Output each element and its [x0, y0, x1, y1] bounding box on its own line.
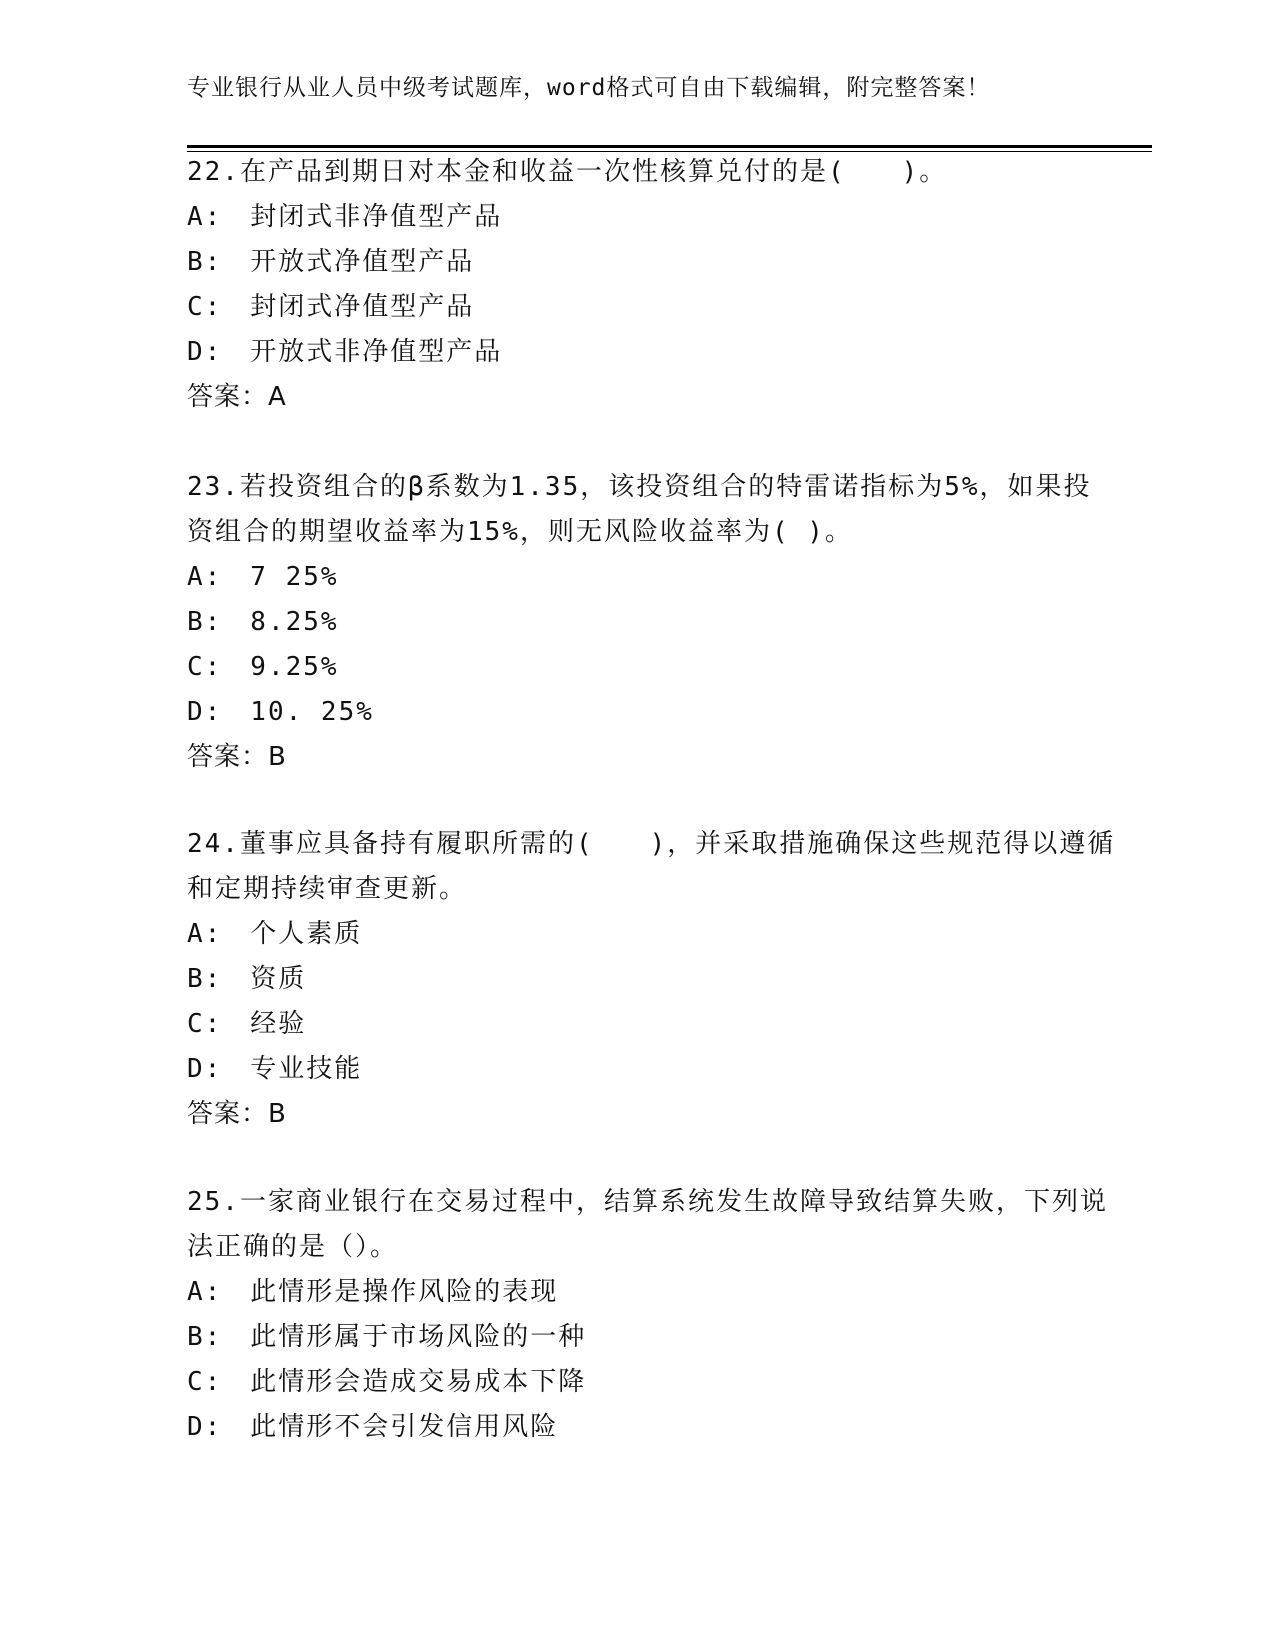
page-header: 专业银行从业人员中级考试题库，word格式可自由下载编辑，附完整答案！ [187, 75, 991, 101]
option-a: A: 封闭式非净值型产品 [187, 202, 503, 232]
option-b: B: 开放式净值型产品 [187, 247, 475, 277]
question-stem: 25.一家商业银行在交易过程中，结算系统发生故障导致结算失败，下列说法正确的是（）。 [187, 1187, 1108, 1262]
option-c: C: 此情形会造成交易成本下降 [187, 1367, 587, 1397]
option-c: C: 9.25% [187, 652, 339, 682]
answer: 答案：B [187, 1099, 287, 1129]
option-a: A: 个人素质 [187, 919, 363, 949]
option-d: D: 开放式非净值型产品 [187, 337, 503, 367]
option-b: B: 资质 [187, 964, 307, 994]
question-stem: 24.董事应具备持有履职所需的( )，并采取措施确保这些规范得以遵循和定期持续审查更新。 [187, 829, 1116, 904]
option-d: D: 专业技能 [187, 1054, 363, 1084]
option-d: D: 10. 25% [187, 697, 374, 727]
option-d: D: 此情形不会引发信用风险 [187, 1412, 559, 1442]
question-stem: 23.若投资组合的β系数为1.35，该投资组合的特雷诺指标为5%，如果投资组合的期望收益率为15%，则无风险收益率为( )。 [187, 472, 1092, 547]
question-25 [187, 1180, 1117, 1450]
answer: 答案：B [187, 742, 287, 772]
question-22 [187, 150, 1117, 420]
option-b: B: 8.25% [187, 607, 339, 637]
option-c: C: 经验 [187, 1009, 307, 1039]
option-a: A: 7 25% [187, 562, 339, 592]
option-b: B: 此情形属于市场风险的一种 [187, 1322, 587, 1352]
question-24 [187, 822, 1117, 1137]
header-divider-thick [187, 145, 1152, 148]
question-stem: 22.在产品到期日对本金和收益一次性核算兑付的是( )。 [187, 157, 948, 187]
option-c: C: 封闭式净值型产品 [187, 292, 475, 322]
question-23 [187, 465, 1117, 780]
option-a: A: 此情形是操作风险的表现 [187, 1277, 559, 1307]
answer: 答案：A [187, 382, 287, 412]
